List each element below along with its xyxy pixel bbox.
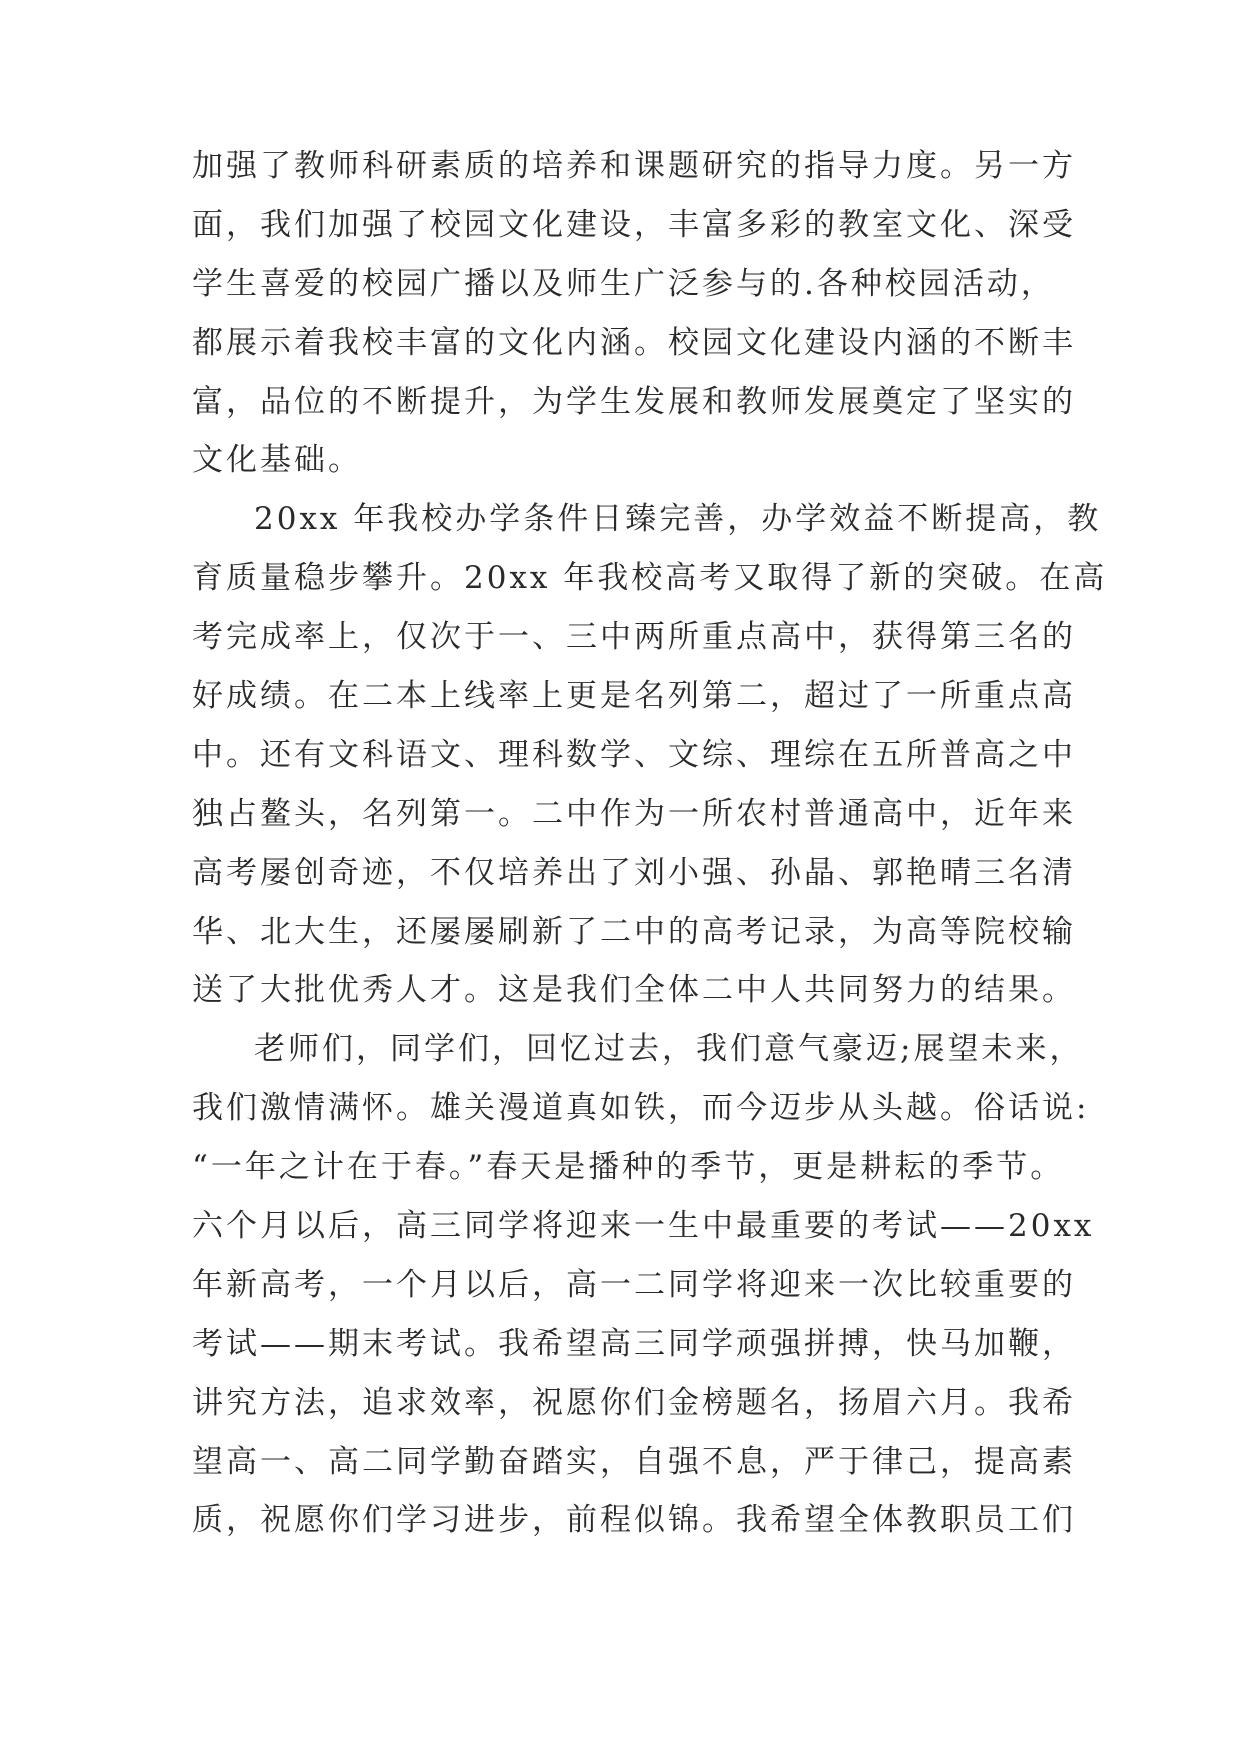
text-line: 高考屡创奇迹，不仅培养出了刘小强、孙晶、郭艳晴三名清 <box>192 854 1076 891</box>
text-line: 华、北大生，还屡屡刷新了二中的高考记录，为高等院校输 <box>192 913 1076 950</box>
text-line: 20xx 年我校办学条件日臻完善，办学效益不断提高，教 <box>254 501 1102 538</box>
text-line: 六个月以后，高三同学将迎来一生中最重要的考试——20xx <box>192 1208 1095 1245</box>
text-line: 独占鳌头，名列第一。二中作为一所农村普通高中，近年来 <box>192 795 1076 832</box>
text-line: 文化基础。 <box>192 442 362 479</box>
text-line: 望高一、高二同学勤奋踏实，自强不息，严于律己，提高素 <box>192 1443 1076 1480</box>
text-line: 育质量稳步攀升。20xx 年我校高考又取得了新的突破。在高 <box>192 560 1108 597</box>
text-line: 讲究方法，追求效率，祝愿你们金榜题名，扬眉六月。我希 <box>192 1384 1076 1421</box>
text-line: 老师们，同学们，回忆过去，我们意气豪迈;展望未来， <box>254 1031 1084 1068</box>
text-line: 中。还有文科语文、理科数学、文综、理综在五所普高之中 <box>192 736 1076 773</box>
text-line: 好成绩。在二本上线率上更是名列第二，超过了一所重点高 <box>192 678 1076 715</box>
text-line: 富，品位的不断提升，为学生发展和教师发展奠定了坚实的 <box>192 383 1076 420</box>
text-line: 面，我们加强了校园文化建设，丰富多彩的教室文化、深受 <box>192 206 1076 243</box>
text-line: 考试——期末考试。我希望高三同学顽强拼搏，快马加鞭， <box>192 1325 1076 1362</box>
text-line: 我们激情满怀。雄关漫道真如铁，而今迈步从头越。俗话说: <box>192 1090 1090 1127</box>
text-line: 都展示着我校丰富的文化内涵。校园文化建设内涵的不断丰 <box>192 324 1076 361</box>
text-line: “一年之计在于春。”春天是播种的季节，更是耕耘的季节。 <box>192 1149 1065 1186</box>
document-body <box>192 137 1108 1550</box>
text-line: 年新高考，一个月以后，高一二同学将迎来一次比较重要的 <box>192 1266 1076 1303</box>
text-line: 质，祝愿你们学习进步，前程似锦。我希望全体教职员工们 <box>192 1502 1076 1539</box>
text-line: 送了大批优秀人才。这是我们全体二中人共同努力的结果。 <box>192 972 1076 1009</box>
text-line: 考完成率上，仅次于一、三中两所重点高中，获得第三名的 <box>192 619 1076 656</box>
text-line: 学生喜爱的校园广播以及师生广泛参与的.各种校园活动， <box>192 265 1055 302</box>
text-line: 加强了教师科研素质的培养和课题研究的指导力度。另一方 <box>192 148 1076 184</box>
